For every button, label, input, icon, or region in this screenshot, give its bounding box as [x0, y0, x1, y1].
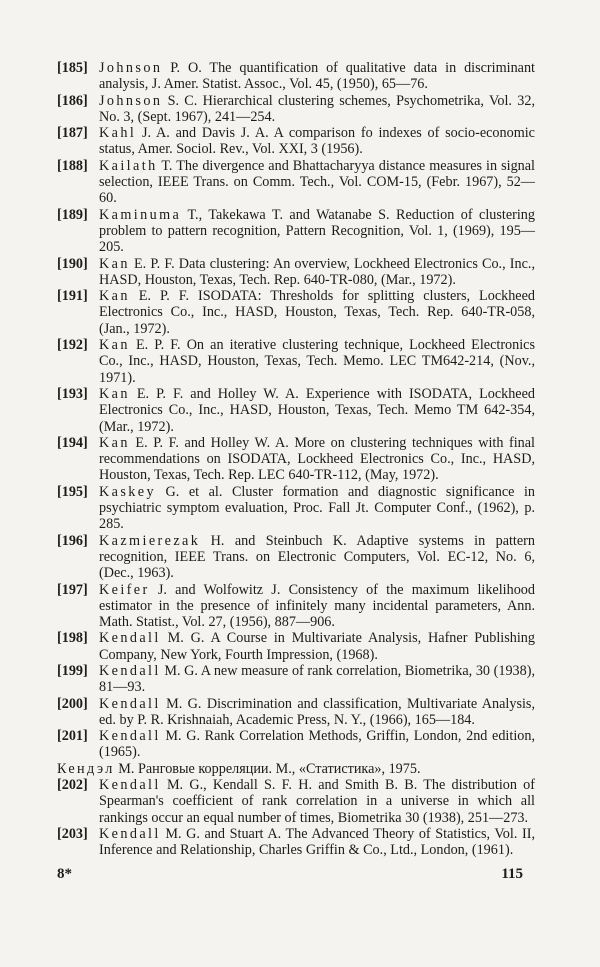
ref-number: [187]: [57, 125, 88, 142]
ref-number: [185]: [57, 60, 88, 76]
ref-number: [192]: [57, 337, 88, 354]
ref-number: [188]: [57, 157, 88, 174]
ref-number: [189]: [57, 206, 88, 223]
ref-number: [191]: [57, 288, 88, 305]
ref-text: Kahl J. A. and Davis J. A. A comparison fo indexes of socio-economic status, Amer. Sociol. Rev., Vol. XXI, 3 (1956).: [99, 125, 535, 158]
ref-text: Kendall M. G., Kendall S. F. H. and Smith B. B. The distribution of Spearman's coefficient of rank correlation in a universe in which all rankings occur an equal number of times, Biometrika 30 (1938), 251—273.: [99, 777, 535, 826]
ref-text: Kazmierezak H. and Steinbuch K. Adaptive systems in pattern recognition, IEEE Trans. on Electronic Computers, Vol. EC-12, No. 6, (Dec., 1963).: [99, 532, 535, 582]
reference-entry: [57, 533, 535, 582]
ref-text: Kailath T. The divergence and Bhattacharyya distance measures in signal selection, IEEE Trans. on Comm. Tech., Vol. COM-15, (Febr. 1967), 52—60.: [99, 157, 535, 207]
ref-text: Kendall M. G. A Course in Multivariate Analysis, Hafner Publishing Company, New York, Fourth Impression, (1968).: [99, 630, 535, 663]
ref-text: Кендэл М. Ранговые корреляции. М., «Статистика», 1975.: [57, 760, 421, 777]
ref-text: Kan E. P. F. ISODATA: Thresholds for splitting clusters, Lockheed Electronics Co., Inc., HASD, Houston, Texas, Tech. Rep. 640-TR-058, (Jan., 1972).: [99, 288, 535, 337]
reference-entry: [57, 630, 535, 663]
reference-entry: [57, 60, 535, 93]
ref-number: [190]: [57, 255, 88, 272]
ref-text: Kan E. P. F. and Holley W. A. Experience with ISODATA, Lockheed Electronics Co., Inc., HASD, Houston, Texas, Tech. Memo TM 642-354, (Mar., 1972).: [99, 385, 535, 435]
ref-number: [197]: [57, 581, 88, 598]
reference-entry: [57, 288, 535, 337]
ref-text: Kan E. P. F. and Holley W. A. More on clustering techniques with final recommendations on ISODATA, Lockheed Electronics Co., Inc., HASD, Houston, Texas, Tech. Rep. LEC 640-TR-112, (May, 1972).: [99, 434, 535, 484]
ref-text: Kendall M. G. A new measure of rank correlation, Biometrika, 30 (1938), 81—93.: [99, 662, 535, 696]
reference-list: [57, 60, 535, 859]
ref-text: Kaminuma T., Takekawa T. and Watanabe S. Reduction of clustering problem to pattern recognition, Pattern Recognition, Vol. 1, (1969), 195—205.: [99, 206, 535, 256]
reference-entry: [57, 256, 535, 289]
printer-signature: 8*: [57, 866, 72, 882]
ref-number: [195]: [57, 483, 88, 500]
ref-text: Johnson S. C. Hierarchical clustering schemes, Psychometrika, Vol. 32, No. 3, (Sept. 1967), 241—254.: [99, 92, 535, 125]
reference-entry: [57, 125, 535, 158]
reference-entry: [57, 484, 535, 533]
reference-entry: [57, 435, 535, 484]
reference-entry: [57, 663, 535, 696]
ref-text: Kaskey G. et al. Cluster formation and diagnostic significance in psychiatric symptom evaluation, Proc. Fall Jt. Computer Conf., (1962), p. 285.: [99, 483, 535, 533]
ref-number: [186]: [57, 92, 88, 109]
reference-entry: [57, 386, 535, 435]
reference-entry: [57, 728, 535, 761]
ref-number: [199]: [57, 662, 88, 679]
reference-entry: [57, 158, 535, 207]
ref-text: Keifer J. and Wolfowitz J. Consistency of the maximum likelihood estimator in the presence of infinitely many incidental parameters, Ann. Math. Statist., Vol. 27, (1956), 887—906.: [99, 581, 535, 631]
page-number: 115: [501, 866, 523, 882]
ref-number: [201]: [57, 728, 88, 745]
ref-number: [193]: [57, 385, 88, 402]
ref-number: [196]: [57, 532, 88, 549]
reference-entry: [57, 93, 535, 126]
ref-number: [194]: [57, 434, 88, 451]
reference-entry: [57, 777, 535, 826]
reference-entry: [57, 696, 535, 729]
reference-translation: [57, 761, 535, 777]
ref-text: Kendall M. G. and Stuart A. The Advanced Theory of Statistics, Vol. II, Inference and Relationship, Charles Griffin & Co., Ltd., London, (1961).: [99, 825, 535, 859]
ref-number: [202]: [57, 777, 88, 794]
ref-text: Kan E. P. F. On an iterative clustering technique, Lockheed Electronics Co., Inc., HASD, Houston, Texas, Tech. Memo. LEC TM642-214, (Nov., 1971).: [99, 337, 535, 386]
ref-text: Kendall M. G. Rank Correlation Methods, Griffin, London, 2nd edition, (1965).: [99, 728, 535, 761]
ref-text: Johnson P. O. The quantification of qualitative data in discriminant analysis, J. Amer. Statist. Assoc., Vol. 45, (1950), 65—76.: [99, 60, 535, 93]
reference-entry: [57, 582, 535, 631]
reference-entry: [57, 337, 535, 386]
ref-number: [200]: [57, 695, 88, 712]
ref-text: Kan E. P. F. Data clustering: An overview, Lockheed Electronics Co., Inc., HASD, Houston, Texas, Tech. Rep. 640-TR-080, (Mar., 1972).: [99, 255, 535, 288]
ref-number: [203]: [57, 825, 88, 842]
ref-number: [198]: [57, 630, 88, 647]
reference-entry: [57, 826, 535, 859]
reference-entry: [57, 207, 535, 256]
ref-text: Kendall M. G. Discrimination and classification, Multivariate Analysis, ed. by P. R. Krishnaiah, Academic Press, N. Y., (1966), 165—184.: [99, 695, 535, 728]
